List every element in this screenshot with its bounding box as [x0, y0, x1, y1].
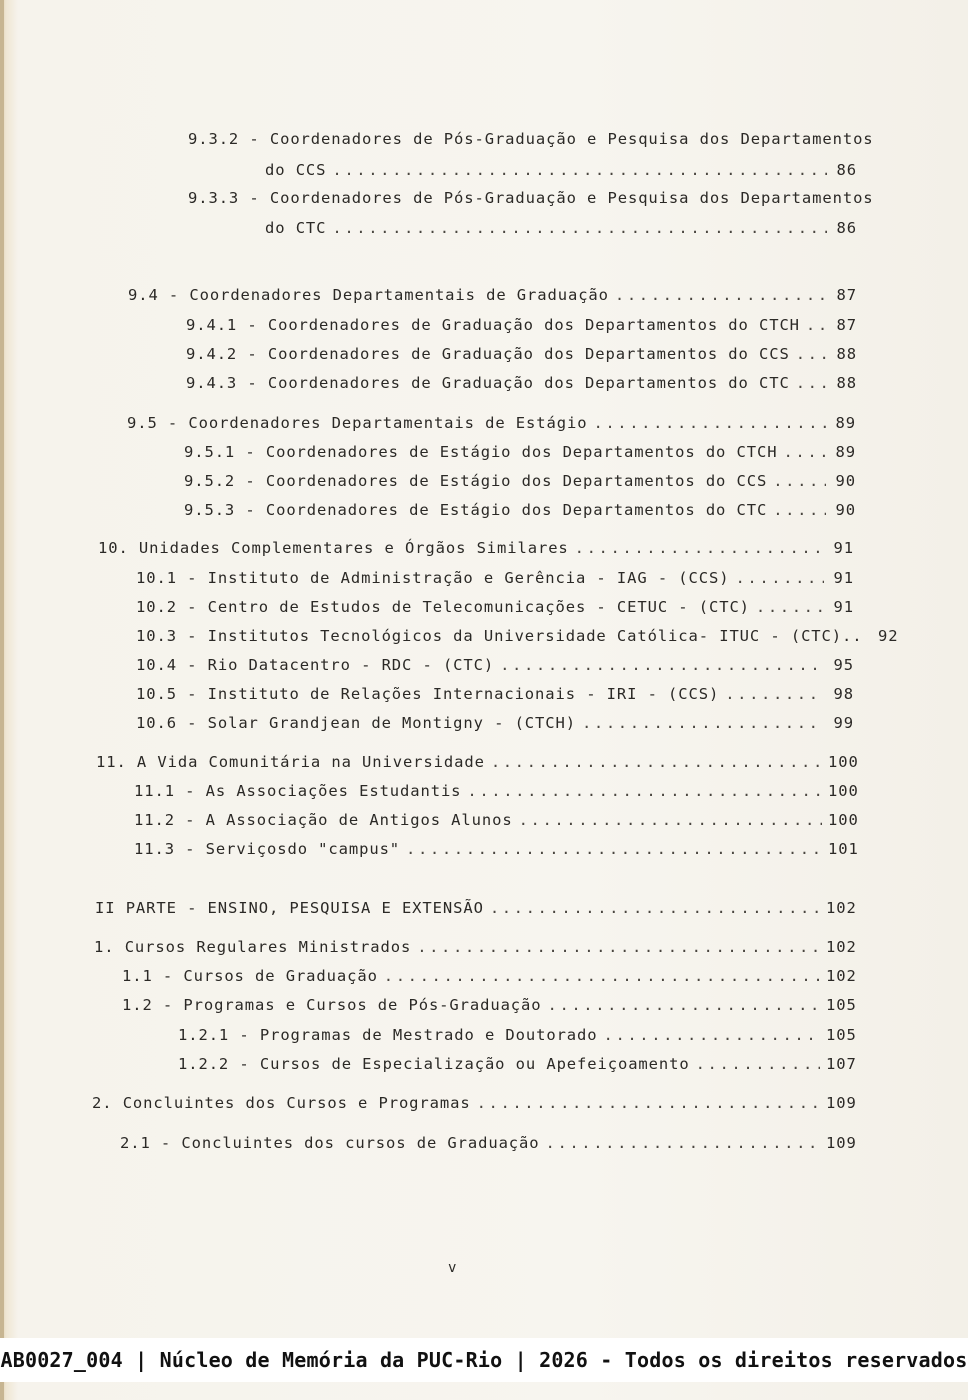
toc-entry — [98, 539, 854, 561]
toc-label: 9.5.3 - Coordenadores de Estágio dos Departamentos do CTC — [184, 501, 768, 519]
toc-label: 1.2.1 - Programas de Mestrado e Doutorado — [178, 1026, 598, 1044]
toc-page-number: 86 — [836, 219, 857, 237]
toc-label: do CTC — [265, 219, 327, 237]
toc-label: 10.2 - Centro de Estudos de Telecomunicações - CETUC - (CTC) — [136, 598, 750, 616]
dot-leader — [500, 656, 824, 674]
toc-entry — [120, 1134, 857, 1156]
toc-page-number: 89 — [835, 443, 856, 461]
toc-label: II PARTE - ENSINO, PESQUISA E EXTENSÃO — [95, 899, 484, 917]
dot-leader — [582, 714, 824, 732]
dot-leader — [548, 996, 820, 1014]
dot-leader — [783, 443, 826, 461]
page-number-roman: v — [448, 1260, 458, 1276]
toc-page-number: 105 — [826, 996, 857, 1014]
toc-entry — [136, 714, 854, 736]
toc-label: 9.4.1 - Coordenadores de Graduação dos Departamentos do CTCH — [186, 316, 800, 334]
toc-entry — [127, 414, 856, 436]
toc-page-number: 109 — [826, 1134, 857, 1152]
toc-label: do CCS — [265, 161, 327, 179]
toc-page-number: 105 — [826, 1026, 857, 1044]
toc-entry — [136, 685, 854, 707]
toc-entry — [134, 840, 859, 862]
page-edge — [0, 0, 4, 1400]
toc-entry-continuation — [265, 219, 857, 241]
toc-page-number: 99 — [833, 714, 854, 732]
toc-page-number: 90 — [835, 501, 856, 519]
dot-leader — [756, 598, 824, 616]
toc-entry — [136, 598, 854, 620]
toc-label: 10.6 - Solar Grandjean de Montigny - (CTCH) — [136, 714, 576, 732]
dot-leader — [477, 1094, 820, 1112]
toc-entry — [134, 811, 859, 833]
toc-entry — [178, 1055, 857, 1077]
toc-label: 1.2.2 - Cursos de Especialização ou Apefeiçoamento — [178, 1055, 690, 1073]
toc-entry — [178, 1026, 857, 1048]
toc-page-number: 86 — [836, 161, 857, 179]
dot-leader — [467, 782, 822, 800]
toc-label: 2.1 - Concluintes dos cursos de Graduação — [120, 1134, 540, 1152]
toc-label: 10.3 - Institutos Tecnológicos da Universidade Católica- ITUC - (CTC).. — [136, 627, 863, 645]
dot-leader — [490, 899, 820, 917]
dot-leader — [332, 219, 827, 237]
toc-label: 9.5 - Coordenadores Departamentais de Estágio — [127, 414, 588, 432]
toc-entry — [134, 782, 859, 804]
dot-leader — [519, 811, 822, 829]
toc-label: 2. Concluintes dos Cursos e Programas — [92, 1094, 471, 1112]
toc-label: 11.1 - As Associações Estudantis — [134, 782, 462, 800]
dot-leader — [735, 569, 824, 587]
toc-page-number: 100 — [828, 753, 859, 771]
toc-entry — [96, 753, 859, 775]
toc-page-number: 87 — [836, 286, 857, 304]
toc-page-number: 91 — [833, 598, 854, 616]
toc-label: 10.5 - Instituto de Relações Internacionais - IRI - (CCS) — [136, 685, 720, 703]
toc-label: 1. Cursos Regulares Ministrados — [94, 938, 412, 956]
toc-page-number: 91 — [833, 539, 854, 557]
toc-label: 11.2 - A Associação de Antigos Alunos — [134, 811, 513, 829]
toc-label: 9.5.1 - Coordenadores de Estágio dos Departamentos do CTCH — [184, 443, 778, 461]
toc-label: 10.4 - Rio Datacentro - RDC - (CTC) — [136, 656, 495, 674]
toc-label: 9.4.3 - Coordenadores de Graduação dos Departamentos do CTC — [186, 374, 790, 392]
toc-entry — [122, 967, 857, 989]
toc-entry — [186, 374, 857, 396]
dot-leader — [332, 161, 827, 179]
dot-leader — [575, 539, 824, 557]
toc-entry — [136, 627, 899, 649]
toc-label: 1.2 - Programas e Cursos de Pós-Graduação — [122, 996, 542, 1014]
toc-entry — [186, 316, 857, 338]
toc-label: 9.4 - Coordenadores Departamentais de Graduação — [128, 286, 609, 304]
dot-leader — [491, 753, 822, 771]
footer-text: AB0027_004 | Núcleo de Memória da PUC-Rio | 2026 - Todos os direitos reservados — [0, 1348, 968, 1372]
dot-leader — [417, 938, 820, 956]
toc-entry — [184, 472, 856, 494]
dot-leader — [546, 1134, 820, 1152]
toc-label: 9.4.2 - Coordenadores de Graduação dos Departamentos do CCS — [186, 345, 790, 363]
toc-page-number: 95 — [833, 656, 854, 674]
toc-label: 9.3.2 - Coordenadores de Pós-Graduação e Pesquisa dos Departamentos — [188, 130, 874, 148]
toc-page-number: 87 — [836, 316, 857, 334]
toc-label: 10. Unidades Complementares e Órgãos Similares — [98, 539, 569, 557]
dot-leader — [773, 501, 826, 519]
toc-entry — [122, 996, 857, 1018]
toc-page-number: 102 — [826, 967, 857, 985]
toc-entry — [136, 656, 854, 678]
dot-leader — [615, 286, 827, 304]
dot-leader — [696, 1055, 820, 1073]
toc-label: 11.3 - Serviçosdo "campus" — [134, 840, 401, 858]
toc-entry — [95, 899, 857, 921]
toc-page-number: 91 — [833, 569, 854, 587]
toc-page-number: 109 — [826, 1094, 857, 1112]
toc-page-number: 107 — [826, 1055, 857, 1073]
toc-page-number: 92 — [878, 627, 899, 645]
toc-page-number: 88 — [836, 345, 857, 363]
toc-page-number: 102 — [826, 938, 857, 956]
dot-leader — [725, 685, 824, 703]
dot-leader — [406, 840, 822, 858]
dot-leader — [593, 414, 826, 432]
dot-leader — [796, 374, 827, 392]
toc-page-number: 90 — [835, 472, 856, 490]
dot-leader — [384, 967, 820, 985]
toc-page-number: 88 — [836, 374, 857, 392]
dot-leader — [796, 345, 827, 363]
toc-entry — [128, 286, 857, 308]
toc-label: 10.1 - Instituto de Administração e Gerência - IAG - (CCS) — [136, 569, 730, 587]
toc-entry — [184, 501, 856, 523]
toc-label: 1.1 - Cursos de Graduação — [122, 967, 378, 985]
toc-page-number: 101 — [828, 840, 859, 858]
toc-entry-continuation — [265, 161, 857, 183]
toc-entry — [188, 189, 874, 211]
copyright-footer — [0, 1338, 968, 1382]
toc-entry — [186, 345, 857, 367]
toc-entry — [94, 938, 857, 960]
toc-entry — [136, 569, 854, 591]
toc-label: 11. A Vida Comunitária na Universidade — [96, 753, 485, 771]
toc-page-number: 98 — [833, 685, 854, 703]
dot-leader — [604, 1026, 820, 1044]
toc-entry — [184, 443, 856, 465]
toc-entry — [92, 1094, 857, 1116]
toc-page-number: 102 — [826, 899, 857, 917]
toc-label: 9.3.3 - Coordenadores de Pós-Graduação e Pesquisa dos Departamentos — [188, 189, 874, 207]
toc-entry — [188, 130, 874, 152]
dot-leader — [773, 472, 826, 490]
toc-page-number: 100 — [828, 782, 859, 800]
toc-page-number: 100 — [828, 811, 859, 829]
toc-page-number: 89 — [835, 414, 856, 432]
toc-label: 9.5.2 - Coordenadores de Estágio dos Departamentos do CCS — [184, 472, 768, 490]
dot-leader — [806, 316, 827, 334]
